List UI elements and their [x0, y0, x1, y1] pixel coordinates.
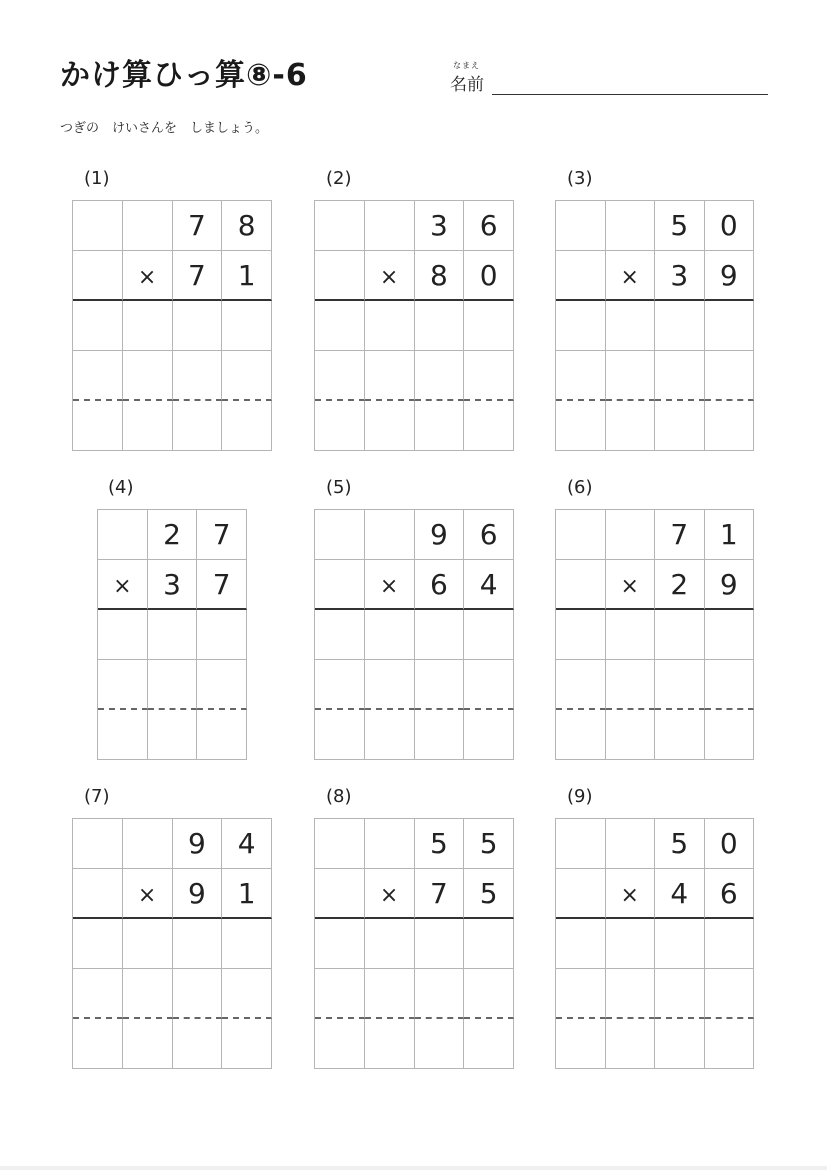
answer-cell[interactable] [365, 610, 415, 660]
problem-number: (3) [567, 168, 593, 189]
empty-cell [123, 819, 173, 869]
answer-cell[interactable] [556, 351, 606, 401]
name-label: 名前 [450, 75, 484, 95]
multiply-sign: × [606, 869, 656, 919]
answer-cell[interactable] [415, 401, 465, 451]
answer-cell[interactable] [73, 351, 123, 401]
answer-cell[interactable] [173, 969, 223, 1019]
answer-cell[interactable] [556, 919, 606, 969]
multiply-sign: × [606, 560, 656, 610]
answer-cell[interactable] [173, 401, 223, 451]
empty-cell [556, 560, 606, 610]
answer-cell[interactable] [415, 351, 465, 401]
answer-cell[interactable] [98, 610, 148, 660]
answer-cell[interactable] [173, 919, 223, 969]
answer-cell[interactable] [123, 919, 173, 969]
answer-cell[interactable] [415, 610, 465, 660]
answer-cell[interactable] [222, 919, 272, 969]
answer-cell[interactable] [415, 660, 465, 710]
answer-cell[interactable] [556, 660, 606, 710]
answer-cell[interactable] [98, 710, 148, 760]
multiplicand-digit: 7 [655, 510, 705, 560]
answer-cell[interactable] [173, 301, 223, 351]
name-field[interactable] [450, 60, 770, 100]
answer-cell[interactable] [365, 969, 415, 1019]
answer-cell[interactable] [655, 610, 705, 660]
multiplicand-digit: 3 [415, 201, 465, 251]
answer-cell[interactable] [222, 301, 272, 351]
answer-cell[interactable] [606, 401, 656, 451]
answer-cell[interactable] [464, 1019, 514, 1069]
multiplicand-digit: 2 [148, 510, 198, 560]
answer-cell[interactable] [73, 919, 123, 969]
answer-cell[interactable] [365, 401, 415, 451]
problem-number: (8) [326, 786, 352, 807]
answer-cell[interactable] [315, 919, 365, 969]
answer-cell[interactable] [148, 660, 198, 710]
answer-cell[interactable] [556, 401, 606, 451]
answer-cell[interactable] [705, 610, 755, 660]
answer-cell[interactable] [315, 301, 365, 351]
multiplicand-digit: 7 [197, 510, 247, 560]
answer-cell[interactable] [464, 660, 514, 710]
empty-cell [556, 869, 606, 919]
answer-cell[interactable] [98, 660, 148, 710]
answer-cell[interactable] [556, 710, 606, 760]
multiplicand-digit: 0 [705, 819, 755, 869]
name-ruby: なまえ [453, 61, 480, 70]
answer-cell[interactable] [705, 969, 755, 1019]
answer-cell[interactable] [655, 919, 705, 969]
empty-cell [365, 201, 415, 251]
name-write-line[interactable] [492, 94, 768, 95]
calculation-grid [72, 200, 272, 451]
empty-cell [365, 819, 415, 869]
multiply-sign: × [365, 560, 415, 610]
empty-cell [315, 819, 365, 869]
empty-cell [556, 819, 606, 869]
answer-cell[interactable] [415, 919, 465, 969]
empty-cell [98, 510, 148, 560]
answer-cell[interactable] [315, 610, 365, 660]
answer-cell[interactable] [365, 1019, 415, 1069]
multiplier-digit: 6 [415, 560, 465, 610]
calculation-grid [72, 818, 272, 1069]
problem-number: (7) [84, 786, 110, 807]
answer-cell[interactable] [606, 710, 656, 760]
empty-cell [606, 201, 656, 251]
multiplier-digit: 7 [197, 560, 247, 610]
answer-cell[interactable] [655, 969, 705, 1019]
multiplicand-digit: 6 [464, 201, 514, 251]
answer-cell[interactable] [606, 1019, 656, 1069]
multiplier-digit: 6 [705, 869, 755, 919]
multiplicand-digit: 6 [464, 510, 514, 560]
answer-cell[interactable] [464, 401, 514, 451]
empty-cell [315, 201, 365, 251]
answer-cell[interactable] [73, 969, 123, 1019]
problem-number: (4) [108, 477, 134, 498]
answer-cell[interactable] [365, 351, 415, 401]
answer-cell[interactable] [464, 969, 514, 1019]
multiply-sign: × [98, 560, 148, 610]
answer-cell[interactable] [173, 1019, 223, 1069]
empty-cell [315, 510, 365, 560]
answer-cell[interactable] [606, 610, 656, 660]
answer-cell[interactable] [655, 401, 705, 451]
answer-cell[interactable] [73, 301, 123, 351]
problem-number: (2) [326, 168, 352, 189]
answer-cell[interactable] [197, 610, 247, 660]
multiplier-digit: 9 [705, 560, 755, 610]
answer-cell[interactable] [315, 710, 365, 760]
multiplier-digit: 7 [173, 251, 223, 301]
empty-cell [123, 201, 173, 251]
empty-cell [315, 869, 365, 919]
answer-cell[interactable] [705, 919, 755, 969]
multiplier-digit: 7 [415, 869, 465, 919]
multiply-sign: × [606, 251, 656, 301]
multiplier-digit: 5 [464, 869, 514, 919]
answer-cell[interactable] [705, 351, 755, 401]
empty-cell [556, 251, 606, 301]
answer-cell[interactable] [315, 401, 365, 451]
answer-cell[interactable] [705, 1019, 755, 1069]
answer-cell[interactable] [556, 1019, 606, 1069]
answer-cell[interactable] [315, 1019, 365, 1069]
answer-cell[interactable] [464, 610, 514, 660]
calculation-grid [314, 509, 514, 760]
answer-cell[interactable] [173, 351, 223, 401]
multiply-sign: × [365, 251, 415, 301]
multiplicand-digit: 8 [222, 201, 272, 251]
answer-cell[interactable] [123, 301, 173, 351]
answer-cell[interactable] [464, 351, 514, 401]
calculation-grid [555, 509, 754, 760]
answer-cell[interactable] [222, 401, 272, 451]
multiplier-digit: 0 [464, 251, 514, 301]
answer-cell[interactable] [464, 301, 514, 351]
multiplicand-digit: 9 [173, 819, 223, 869]
multiplier-digit: 4 [655, 869, 705, 919]
answer-cell[interactable] [315, 969, 365, 1019]
answer-cell[interactable] [123, 969, 173, 1019]
problem-number: (5) [326, 477, 352, 498]
worksheet-title: かけ算ひっ算⑧-6 [60, 58, 308, 93]
empty-cell [606, 510, 656, 560]
multiplicand-digit: 7 [173, 201, 223, 251]
answer-cell[interactable] [655, 351, 705, 401]
answer-cell[interactable] [606, 351, 656, 401]
answer-cell[interactable] [148, 610, 198, 660]
answer-cell[interactable] [705, 401, 755, 451]
answer-cell[interactable] [222, 969, 272, 1019]
answer-cell[interactable] [123, 351, 173, 401]
answer-cell[interactable] [315, 660, 365, 710]
multiplicand-digit: 0 [705, 201, 755, 251]
answer-cell[interactable] [197, 710, 247, 760]
multiplicand-digit: 4 [222, 819, 272, 869]
multiplier-digit: 4 [464, 560, 514, 610]
multiply-sign: × [123, 251, 173, 301]
multiply-sign: × [365, 869, 415, 919]
calculation-grid [97, 509, 247, 760]
answer-cell[interactable] [655, 1019, 705, 1069]
empty-cell [315, 251, 365, 301]
answer-cell[interactable] [655, 660, 705, 710]
page-bottom-edge [0, 1166, 827, 1170]
empty-cell [365, 510, 415, 560]
answer-cell[interactable] [464, 710, 514, 760]
answer-cell[interactable] [73, 1019, 123, 1069]
empty-cell [73, 819, 123, 869]
multiplicand-digit: 5 [464, 819, 514, 869]
answer-cell[interactable] [148, 710, 198, 760]
calculation-grid [314, 818, 514, 1069]
calculation-grid [555, 818, 754, 1069]
answer-cell[interactable] [123, 1019, 173, 1069]
problem-number: (9) [567, 786, 593, 807]
answer-cell[interactable] [415, 969, 465, 1019]
problem-number: (6) [567, 477, 593, 498]
empty-cell [315, 560, 365, 610]
answer-cell[interactable] [705, 710, 755, 760]
answer-cell[interactable] [705, 301, 755, 351]
multiplier-digit: 3 [655, 251, 705, 301]
multiplier-digit: 8 [415, 251, 465, 301]
answer-cell[interactable] [222, 1019, 272, 1069]
answer-cell[interactable] [73, 401, 123, 451]
multiplier-digit: 1 [222, 251, 272, 301]
answer-cell[interactable] [606, 301, 656, 351]
multiplicand-digit: 5 [655, 819, 705, 869]
multiplier-digit: 1 [222, 869, 272, 919]
answer-cell[interactable] [365, 919, 415, 969]
answer-cell[interactable] [415, 301, 465, 351]
answer-cell[interactable] [222, 351, 272, 401]
answer-cell[interactable] [365, 710, 415, 760]
answer-cell[interactable] [415, 710, 465, 760]
answer-cell[interactable] [606, 919, 656, 969]
answer-cell[interactable] [415, 1019, 465, 1069]
multiplier-digit: 3 [148, 560, 198, 610]
answer-cell[interactable] [556, 610, 606, 660]
answer-cell[interactable] [606, 969, 656, 1019]
multiplier-digit: 2 [655, 560, 705, 610]
multiply-sign: × [123, 869, 173, 919]
answer-cell[interactable] [464, 919, 514, 969]
multiplier-digit: 9 [173, 869, 223, 919]
empty-cell [73, 251, 123, 301]
answer-cell[interactable] [556, 969, 606, 1019]
answer-cell[interactable] [606, 660, 656, 710]
empty-cell [556, 201, 606, 251]
answer-cell[interactable] [556, 301, 606, 351]
answer-cell[interactable] [655, 301, 705, 351]
calculation-grid [555, 200, 754, 451]
instructions: つぎの けいさんを しましょう。 [60, 121, 269, 136]
multiplicand-digit: 5 [655, 201, 705, 251]
multiplicand-digit: 9 [415, 510, 465, 560]
answer-cell[interactable] [655, 710, 705, 760]
empty-cell [556, 510, 606, 560]
empty-cell [73, 869, 123, 919]
answer-cell[interactable] [197, 660, 247, 710]
calculation-grid [314, 200, 514, 451]
problem-number: (1) [84, 168, 110, 189]
empty-cell [606, 819, 656, 869]
multiplicand-digit: 1 [705, 510, 755, 560]
answer-cell[interactable] [123, 401, 173, 451]
answer-cell[interactable] [705, 660, 755, 710]
multiplier-digit: 9 [705, 251, 755, 301]
empty-cell [73, 201, 123, 251]
answer-cell[interactable] [365, 660, 415, 710]
answer-cell[interactable] [365, 301, 415, 351]
answer-cell[interactable] [315, 351, 365, 401]
multiplicand-digit: 5 [415, 819, 465, 869]
